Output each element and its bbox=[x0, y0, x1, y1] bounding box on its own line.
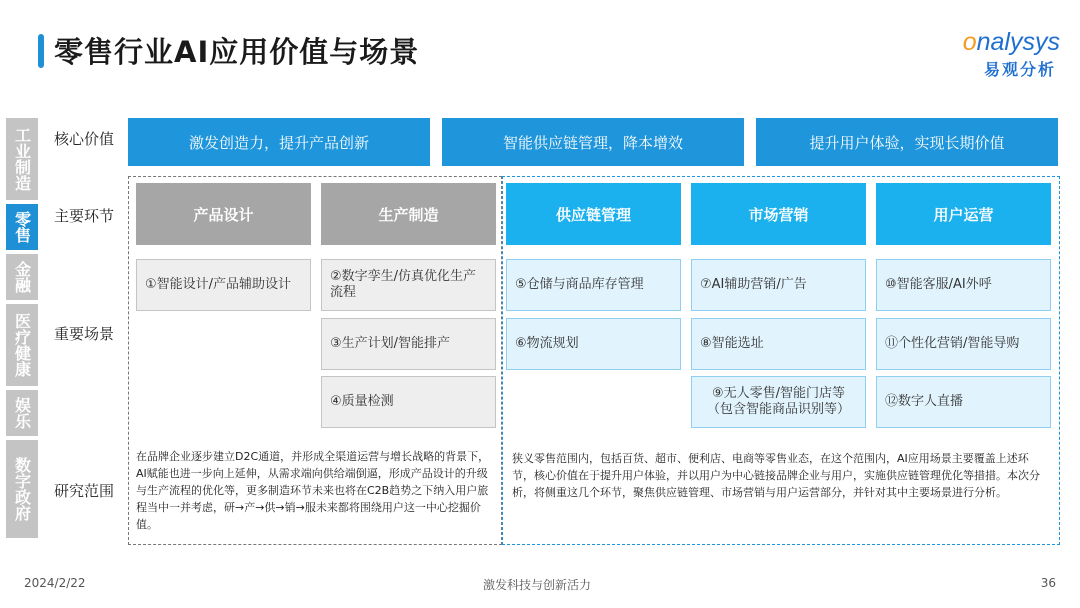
page-number: 36 bbox=[1040, 576, 1056, 590]
scope-note-retail: 狭义零售范围内，包括百货、超市、便利店、电商等零售业态，在这个范围内，AI应用场景主要覆盖上述环节，核心价值在于提升用户体验，并以用户为中心链接品牌企业与用户，实施供应链管理优化等措措。本次分析，将侧重这几个环节，聚焦供应链管理、市场营销与用户运营部分，并针对其中主要场景进行分析。 bbox=[512, 452, 1040, 499]
scene-1: ①智能设计/产品辅助设计 bbox=[136, 259, 311, 311]
link-marketing: 市场营销 bbox=[691, 183, 866, 245]
link-manufacturing: 生产制造 bbox=[321, 183, 496, 245]
footer-date: 2024/2/22 bbox=[24, 576, 86, 590]
sidebar-item-industrial[interactable]: 工业制造 bbox=[6, 118, 38, 200]
sidebar-item-entertainment[interactable]: 娱乐 bbox=[6, 390, 38, 436]
scene-11: ⑪个性化营销/智能导购 bbox=[876, 318, 1051, 370]
analysys-logo: onalysys bbox=[962, 28, 1060, 56]
scene-4: ④质量检测 bbox=[321, 376, 496, 428]
scene-12: ⑫数字人直播 bbox=[876, 376, 1051, 428]
link-user-operation: 用户运营 bbox=[876, 183, 1051, 245]
footer-slogan: 激发科技与创新活力 bbox=[483, 578, 592, 592]
sidebar-item-digital-gov[interactable]: 数字政府 bbox=[6, 440, 38, 538]
industry-sidebar bbox=[6, 118, 38, 538]
sidebar-item-finance[interactable]: 金融 bbox=[6, 254, 38, 300]
sidebar-item-healthcare[interactable]: 医疗健康 bbox=[6, 304, 38, 386]
value-box-supply-chain: 智能供应链管理，降本增效 bbox=[442, 118, 744, 166]
row-label-key-scenes: 重要场景 bbox=[54, 325, 115, 343]
scope-note-upstream: 在品牌企业逐步建立D2C通道，并形成全渠道运营与增长战略的背景下，AI赋能也进一步向上延伸，从需求端向供给端倒逼，形成产品设计的升级与生产流程的优化等，更多制造环节未来也将在C2B趋势之下纳入用户旅程当中一并考虑，研→产→供→销→服未来都将围绕用户这一中心挖掘价值。 bbox=[136, 450, 490, 531]
scene-2: ②数字孪生/仿真优化生产流程 bbox=[321, 259, 496, 311]
sidebar-item-retail[interactable]: 零售 bbox=[6, 204, 38, 250]
scene-10: ⑩智能客服/AI外呼 bbox=[876, 259, 1051, 311]
scene-9: ⑨无人零售/智能门店等（包含智能商品识别等） bbox=[691, 376, 866, 428]
page-title: 零售行业AI应用价值与场景 bbox=[54, 35, 420, 69]
scene-8: ⑧智能选址 bbox=[691, 318, 866, 370]
link-supply-chain: 供应链管理 bbox=[506, 183, 681, 245]
row-label-research-scope: 研究范围 bbox=[54, 482, 115, 500]
scene-3: ③生产计划/智能排产 bbox=[321, 318, 496, 370]
title-accent-bar bbox=[38, 34, 44, 68]
value-box-innovation: 激发创造力，提升产品创新 bbox=[128, 118, 430, 166]
link-product-design: 产品设计 bbox=[136, 183, 311, 245]
scene-6: ⑥物流规划 bbox=[506, 318, 681, 370]
scene-7: ⑦AI辅助营销/广告 bbox=[691, 259, 866, 311]
value-box-user-experience: 提升用户体验，实现长期价值 bbox=[756, 118, 1058, 166]
analysys-logo-cn: 易观分析 bbox=[983, 60, 1056, 79]
row-label-core-value: 核心价值 bbox=[54, 130, 115, 148]
scene-5: ⑤仓储与商品库存管理 bbox=[506, 259, 681, 311]
row-label-main-links: 主要环节 bbox=[54, 207, 115, 225]
